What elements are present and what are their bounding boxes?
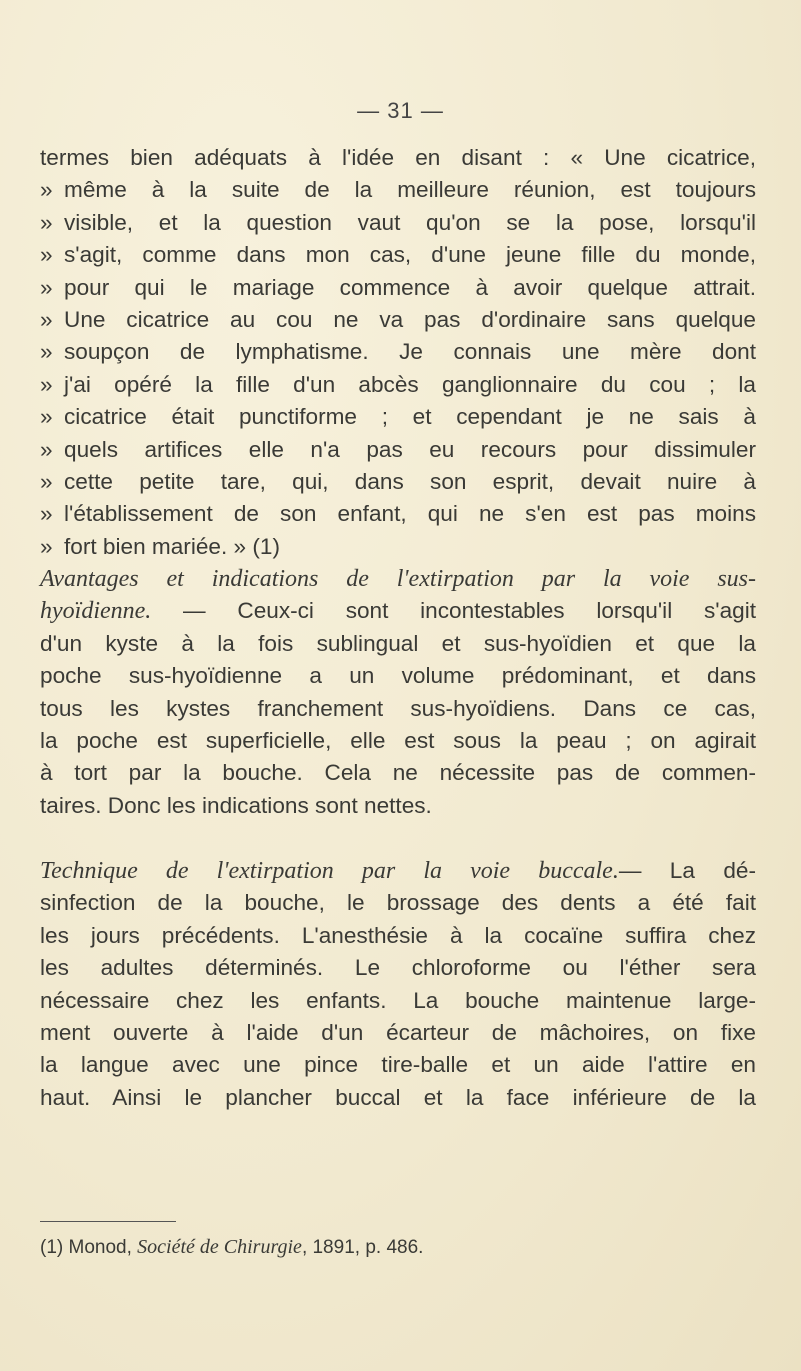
line-text: pour qui le mariage commence à avoir quelque attrait. [64,274,756,300]
footnote-suffix: , 1891, p. 486. [301,1237,424,1258]
quote-mark: » [40,339,53,365]
line-text: soupçon de lymphatisme. Je connais une mère dont [64,339,756,365]
line-text: même à la suite de la meilleure réunion, est toujours [64,177,756,203]
text-line [40,174,756,206]
text-line [40,336,756,368]
paragraph-text: — La dé- [618,858,756,883]
text-line: tous les kystes franchement sus-hyoïdiens. Dans ce cas, [40,695,756,721]
quote-mark: » [40,242,53,268]
paragraph-body [40,628,756,822]
text-line: les jours précédents. L'anesthésie à la cocaïne suffira chez [40,922,756,948]
footnote-journal: Société de Chirurgie [137,1236,302,1258]
text-line [40,531,756,563]
quote-mark: » [40,404,53,430]
section-heading-avantages-cont: hyoïdienne. [40,598,152,625]
quoted-letter [40,142,756,563]
section-avantages [40,563,756,822]
quote-mark: » [40,468,53,494]
line-text: quels artifices elle n'a pas eu recours pour dissimuler [64,436,756,462]
text-line [40,239,756,271]
line-text: j'ai opéré la fille d'un abcès ganglionnaire du cou ; la [64,371,756,397]
line-text: cette petite tare, qui, dans son esprit, devait nuire à [64,468,756,494]
text-line [40,434,756,466]
text-line [40,369,756,401]
text-line [40,466,756,498]
quote-mark: » [40,533,53,559]
footnote-divider [40,1221,176,1222]
text-line [40,142,756,174]
text-line: sinfection de la bouche, le brossage des dents a été fait [40,890,756,916]
line-text: l'établissement de son enfant, qui ne s'en est pas moins [64,501,756,527]
text-line [40,401,756,433]
section-heading-line [40,563,756,595]
text-line [40,304,756,336]
text-line: taires. Donc les indications sont nettes. [40,792,432,818]
line-text: Une cicatrice au cou ne va pas d'ordinaire sans quelque [64,306,756,332]
text-line: haut. Ainsi le plancher buccal et la face inférieure de la [40,1084,756,1110]
line-text: cicatrice était punctiforme ; et cependant je ne sais à [64,404,756,430]
text-line [40,498,756,530]
paragraph-text: — Ceux-ci sont incontestables lorsqu'il s'agit [151,598,756,624]
text-line [40,207,756,239]
line-text: s'agit, comme dans mon cas, d'une jeune fille du monde, [64,242,756,268]
quote-mark: » [40,274,53,300]
paragraph-body [40,887,756,1114]
section-heading-line [40,595,756,627]
quote-mark: » [40,436,53,462]
page-number: — 31 — [357,98,444,123]
text-line: d'un kyste à la fois sublingual et sus-hyoïdien et que la [40,630,756,656]
section-heading-technique: Technique de l'extirpation par la voie buccale. [40,858,619,884]
text-line: la poche est superficielle, elle est sous la peau ; on agirait [40,727,756,753]
footnote-prefix: (1) Monod, [40,1237,138,1258]
line-text: visible, et la question vaut qu'on se la pose, lorsqu'il [64,209,756,235]
text-line: poche sus-hyoïdienne a un volume prédominant, et dans [40,663,756,689]
line-text: fort bien mariée. » (1) [64,533,280,559]
quote-mark: » [40,209,53,235]
quote-mark: » [40,306,53,332]
quote-mark: » [40,371,53,397]
section-heading-avantages: Avantages et indications de l'extirpation par la voie sus- [40,566,756,592]
text-line: ment ouverte à l'aide d'un écarteur de mâchoires, on fixe [40,1019,756,1045]
text-line: nécessaire chez les enfants. La bouche maintenue large- [40,987,756,1013]
line-text: termes bien adéquats à l'idée en disant : « Une cicatrice, [40,145,756,170]
text-line: la langue avec une pince tire-balle et un aide l'attire en [40,1052,756,1078]
section-heading-line [40,855,756,887]
text-line [40,272,756,304]
text-line: les adultes déterminés. Le chloroforme ou l'éther sera [40,955,756,981]
footnote [40,1236,423,1259]
quote-mark: » [40,501,53,527]
text-line: à tort par la bouche. Cela ne nécessite pas de commen- [40,760,756,786]
quote-mark: » [40,177,53,203]
section-technique [40,855,756,1114]
